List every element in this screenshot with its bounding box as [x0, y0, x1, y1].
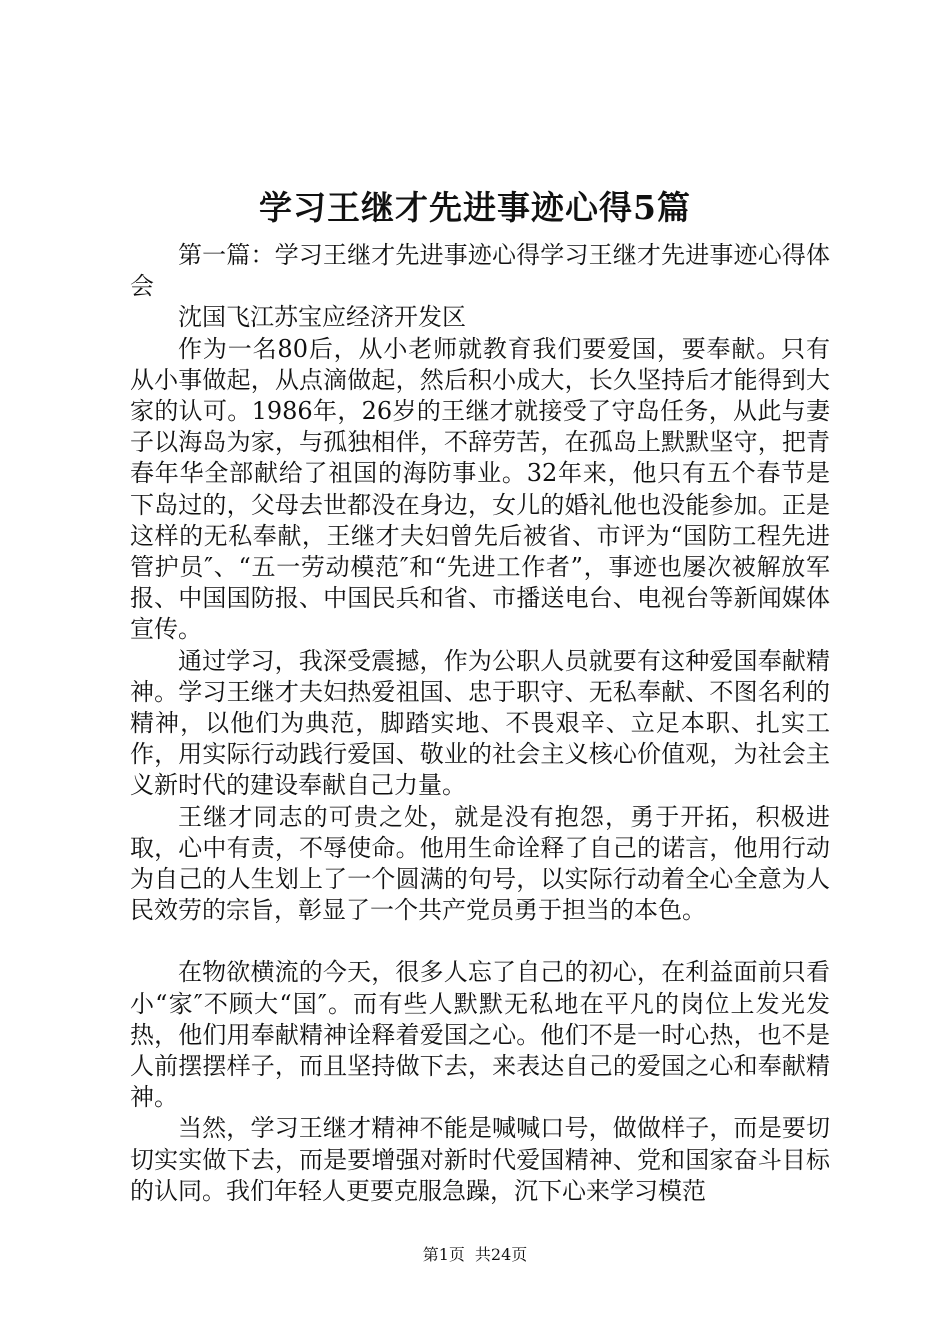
document-title: 学习王继才先进事迹心得5篇	[259, 188, 691, 227]
paragraph: 沈国飞江苏宝应经济开发区	[178, 303, 466, 332]
paragraph: 在物欲横流的今天，很多人忘了自己的初心，在利益面前只看小“家″不顾大“国″。而有些人默默无私地在平凡的岗位上发光发热，他们用奉献精神诠释着爱国之心。他们不是一时心热，也不是人前摆摆样子，而且坚持做下去，来表达自己的爱国之心和奉献精神。	[130, 958, 830, 1112]
page-footer	[0, 1244, 950, 1266]
page-number: 第1页	[422, 1245, 465, 1264]
document-body	[130, 240, 830, 1207]
paragraph: 当然，学习王继才精神不能是喊喊口号，做做样子，而是要切切实实做下去，而是要增强对新时代爱国精神、党和国家奋斗目标的认同。我们年轻人更要克服急躁，沉下心来学习模范	[130, 1114, 830, 1205]
paragraph: 王继才同志的可贵之处，就是没有抱怨，勇于开拓，积极进取，心中有责，不辱使命。他用生命诠释了自己的诺言，他用行动为自己的人生划上了一个圆满的句号，以实际行动着全心全意为人民效劳的宗旨，彰显了一个共产党员勇于担当的本色。	[130, 802, 830, 925]
paragraph: 作为一名80后，从小老师就教育我们要爱国，要奉献。只有从小事做起，从点滴做起，然后积小成大，长久坚持后才能得到大家的认可。1986年，26岁的王继才就接受了守岛任务，从此与妻子以海岛为家，与孤独相伴，不辞劳苦，在孤岛上默默坚守，把青春年华全部献给了祖国的海防事业。32年来，他只有五个春节是下岛过的，父母去世都没在身边，女儿的婚礼他也没能参加。正是这样的无私奉献，王继才夫妇曾先后被省、市评为“国防工程先进管护员″、“五一劳动模范″和“先进工作者”，事迹也屡次被解放军报、中国国防报、中国民兵和省、市播送电台、电视台等新闻媒体宣传。	[130, 334, 830, 644]
paragraph: 第一篇：学习王继才先进事迹心得学习王继才先进事迹心得体会	[130, 241, 830, 301]
paragraph: 通过学习，我深受震撼，作为公职人员就要有这种爱国奉献精神。学习王继才夫妇热爱祖国、忠于职守、无私奉献、不图名利的精神，以他们为典范，脚踏实地、不畏艰辛、立足本职、扎实工作，用实际行动践行爱国、敬业的社会主义核心价值观，为社会主义新时代的建设奉献自己力量。	[130, 646, 830, 800]
page-total: 共24页	[474, 1245, 528, 1264]
